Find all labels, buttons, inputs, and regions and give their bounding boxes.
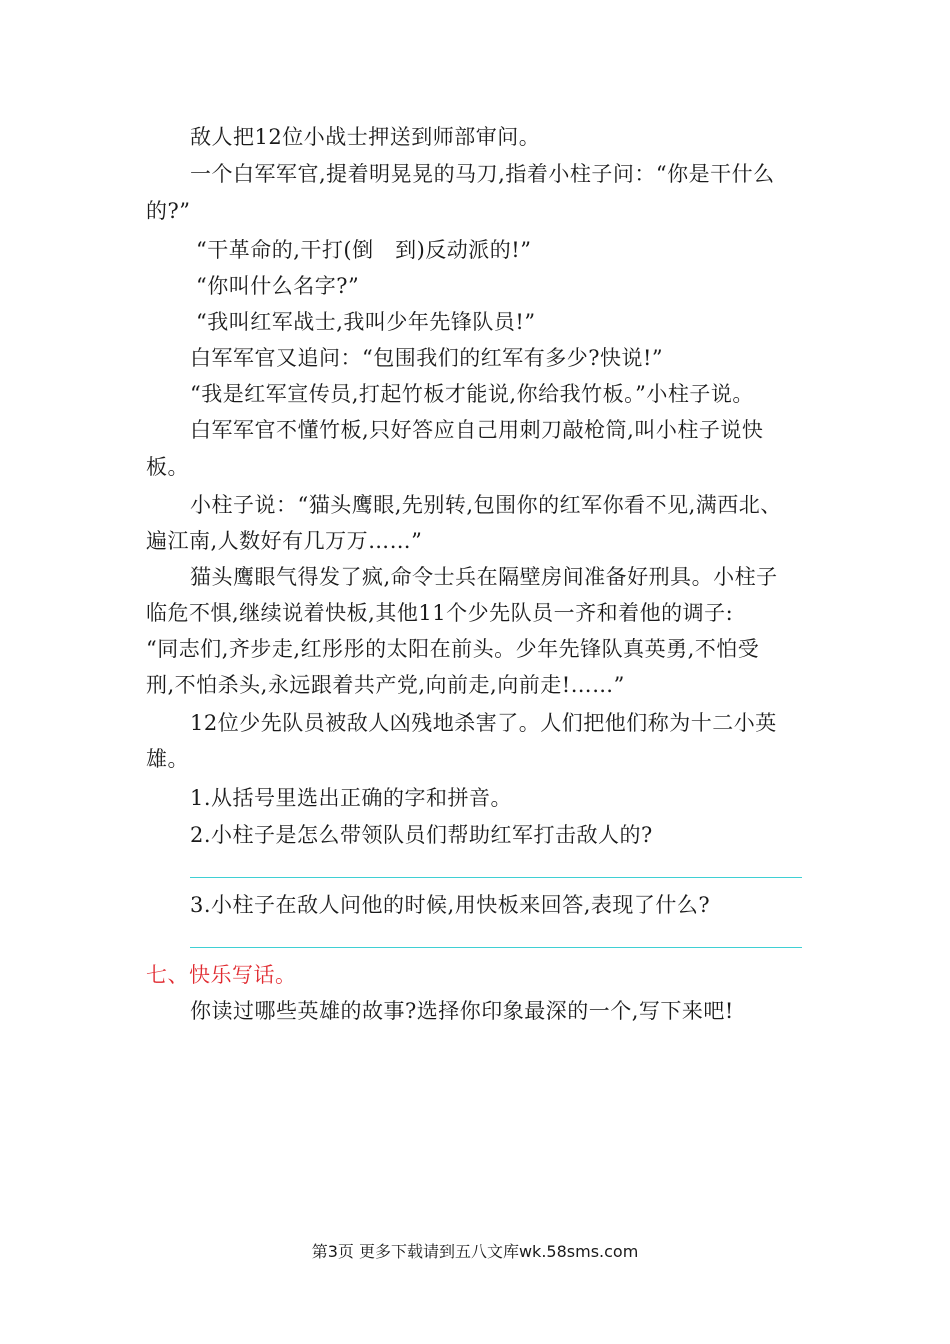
story-paragraph-11-line-2: 雄。 — [146, 747, 189, 771]
question-3: 3.小柱子在敌人问他的时候,用快板来回答,表现了什么? — [190, 893, 711, 917]
story-paragraph-8-line-1: 白军军官不懂竹板,只好答应自己用刺刀敲枪筒,叫小柱子说快 — [190, 418, 764, 442]
story-paragraph-10-line-2: 临危不惧,继续说着快板,其他11个少先队员一齐和着他的调子: — [146, 601, 734, 625]
story-paragraph-5: “我叫红军战士,我叫少年先锋队员!” — [196, 310, 536, 334]
question-2: 2.小柱子是怎么带领队员们帮助红军打击敌人的? — [190, 823, 653, 847]
story-paragraph-10-line-1: 猫头鹰眼气得发了疯,命令士兵在隔壁房间准备好刑具。小柱子 — [190, 565, 778, 589]
question-1: 1.从括号里选出正确的字和拼音。 — [190, 786, 513, 810]
question-3-answer-line[interactable] — [190, 947, 802, 948]
question-2-answer-line[interactable] — [190, 877, 802, 878]
story-paragraph-2-line-1: 一个白军军官,提着明晃晃的马刀,指着小柱子问：“你是干什么 — [190, 162, 775, 186]
story-paragraph-2-line-2: 的?” — [146, 199, 191, 223]
story-paragraph-9-line-1: 小柱子说：“猫头鹰眼,先别转,包围你的红军你看不见,满西北、 — [190, 493, 782, 517]
section-7-prompt: 你读过哪些英雄的故事?选择你印象最深的一个,写下来吧! — [190, 999, 734, 1023]
story-paragraph-1: 敌人把12位小战士押送到师部审问。 — [190, 125, 541, 149]
story-paragraph-8-line-2: 板。 — [146, 455, 189, 479]
story-paragraph-6: 白军军官又追问：“包围我们的红军有多少?快说!” — [190, 346, 664, 370]
page-footer: 第3页 更多下载请到五八文库wk.58sms.com — [311, 1242, 639, 1261]
story-paragraph-3: “干革命的,干打(倒 到)反动派的!” — [196, 238, 532, 262]
story-paragraph-9-line-2: 遍江南,人数好有几万万……” — [146, 529, 423, 553]
story-paragraph-4: “你叫什么名字?” — [196, 274, 360, 298]
story-paragraph-7: “我是红军宣传员,打起竹板才能说,你给我竹板。”小柱子说。 — [190, 382, 754, 406]
story-paragraph-11-line-1: 12位少先队员被敌人凶残地杀害了。人们把他们称为十二小英 — [190, 711, 777, 735]
story-paragraph-10-line-3: “同志们,齐步走,红彤彤的太阳在前头。少年先锋队真英勇,不怕受 — [146, 637, 760, 661]
story-paragraph-10-line-4: 刑,不怕杀头,永远跟着共产党,向前走,向前走!……” — [146, 673, 625, 697]
section-7-title: 七、快乐写话。 — [146, 963, 297, 987]
